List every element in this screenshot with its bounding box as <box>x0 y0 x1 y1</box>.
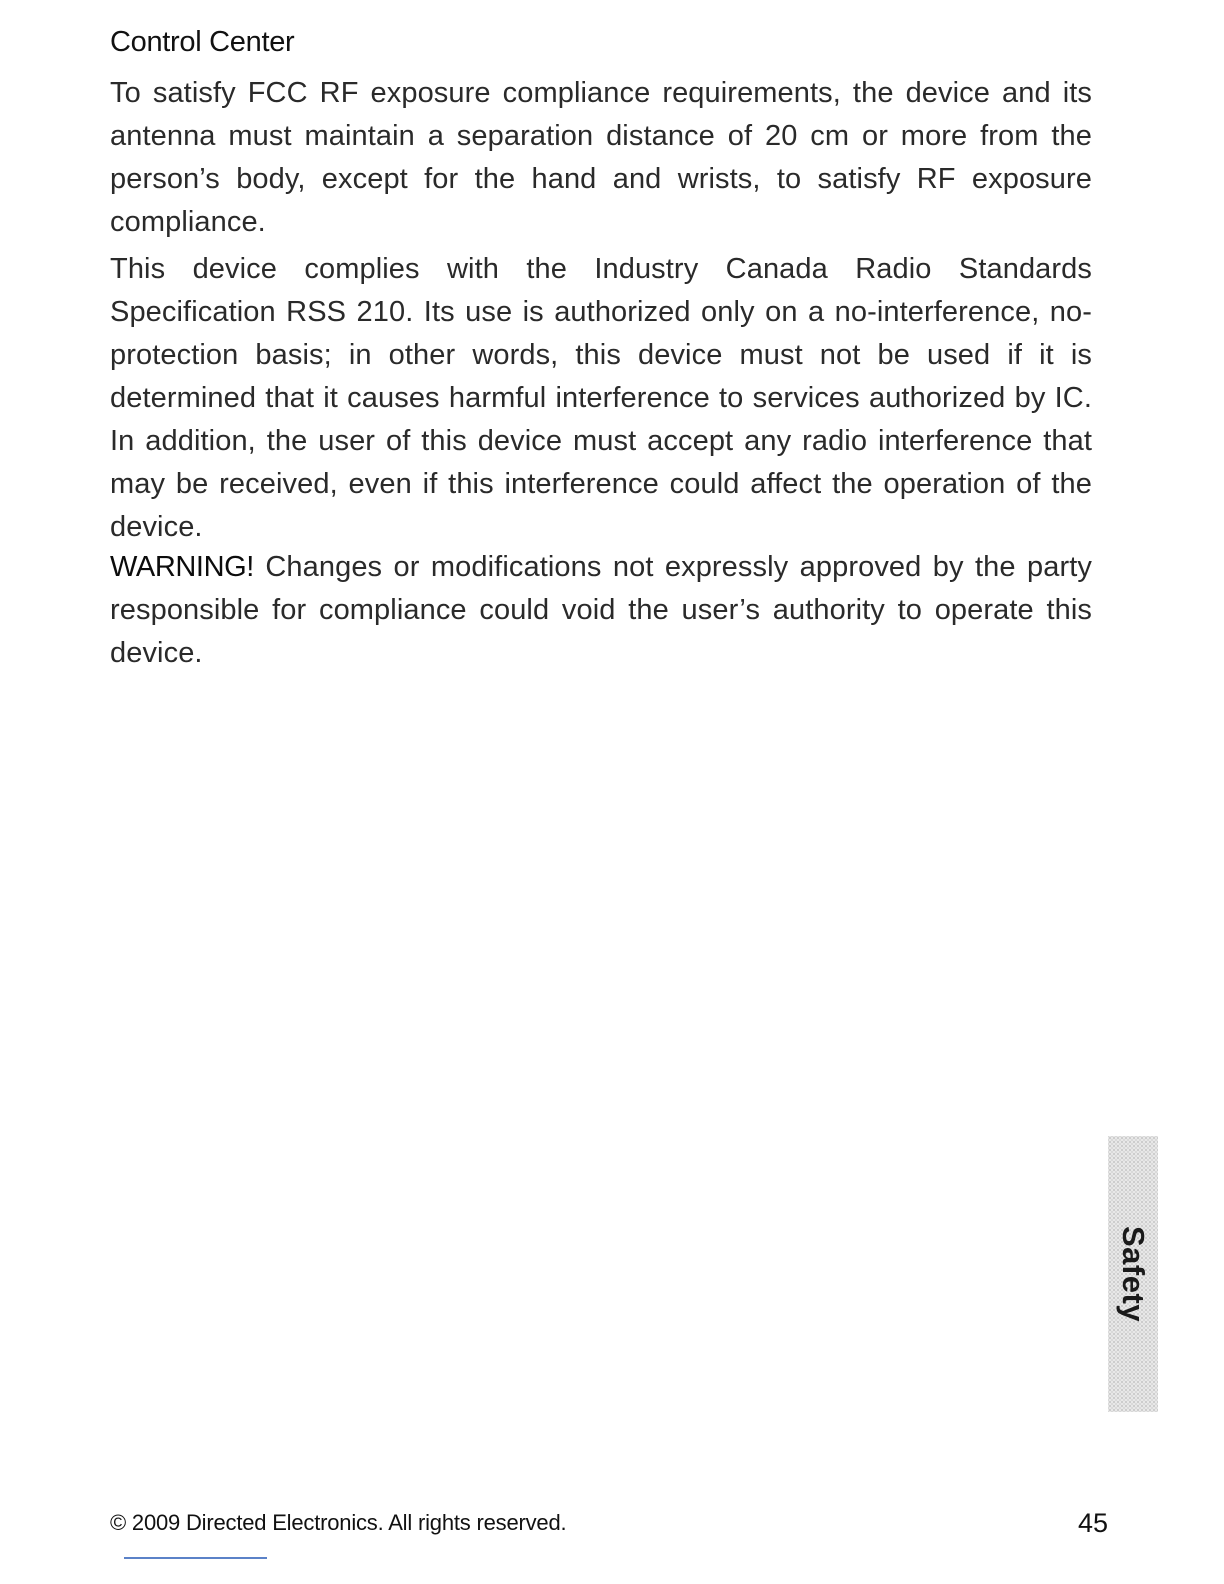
side-tab-label: Safety <box>1116 1225 1151 1323</box>
fcc-compliance-paragraph: To satisfy FCC RF exposure compliance requirements, the device and its antenna must maintain a separation distance of 20 cm or more from the person’s body, except for the hand and wrists, to satisfy RF exposure compliance. <box>110 77 1092 238</box>
footer-copyright: © 2009 Directed Electronics. All rights reserved. <box>110 1510 567 1535</box>
warning-label: WARNING! <box>110 551 254 583</box>
industry-canada-paragraph: This device complies with the Industry Canada Radio Standards Specification RSS 210. Its use is authorized only on a no-interference, no-protection basis; in other words, this device must not be used if it is determined that it causes harmful interference to services authorized by IC. In addition, the user of this device must accept any radio interference that may be received, even if this interference could affect the operation of the device. <box>110 253 1092 543</box>
warning-text: Changes or modifications not expressly approved by the party responsible for compliance could void the user’s authority to operate this device. <box>110 551 1092 669</box>
section-side-tab <box>1108 1136 1158 1412</box>
page-number: 45 <box>1078 1508 1109 1538</box>
warning-paragraph <box>110 546 1092 675</box>
section-heading: Control Center <box>110 26 295 58</box>
scan-artifact-line <box>124 1557 267 1559</box>
